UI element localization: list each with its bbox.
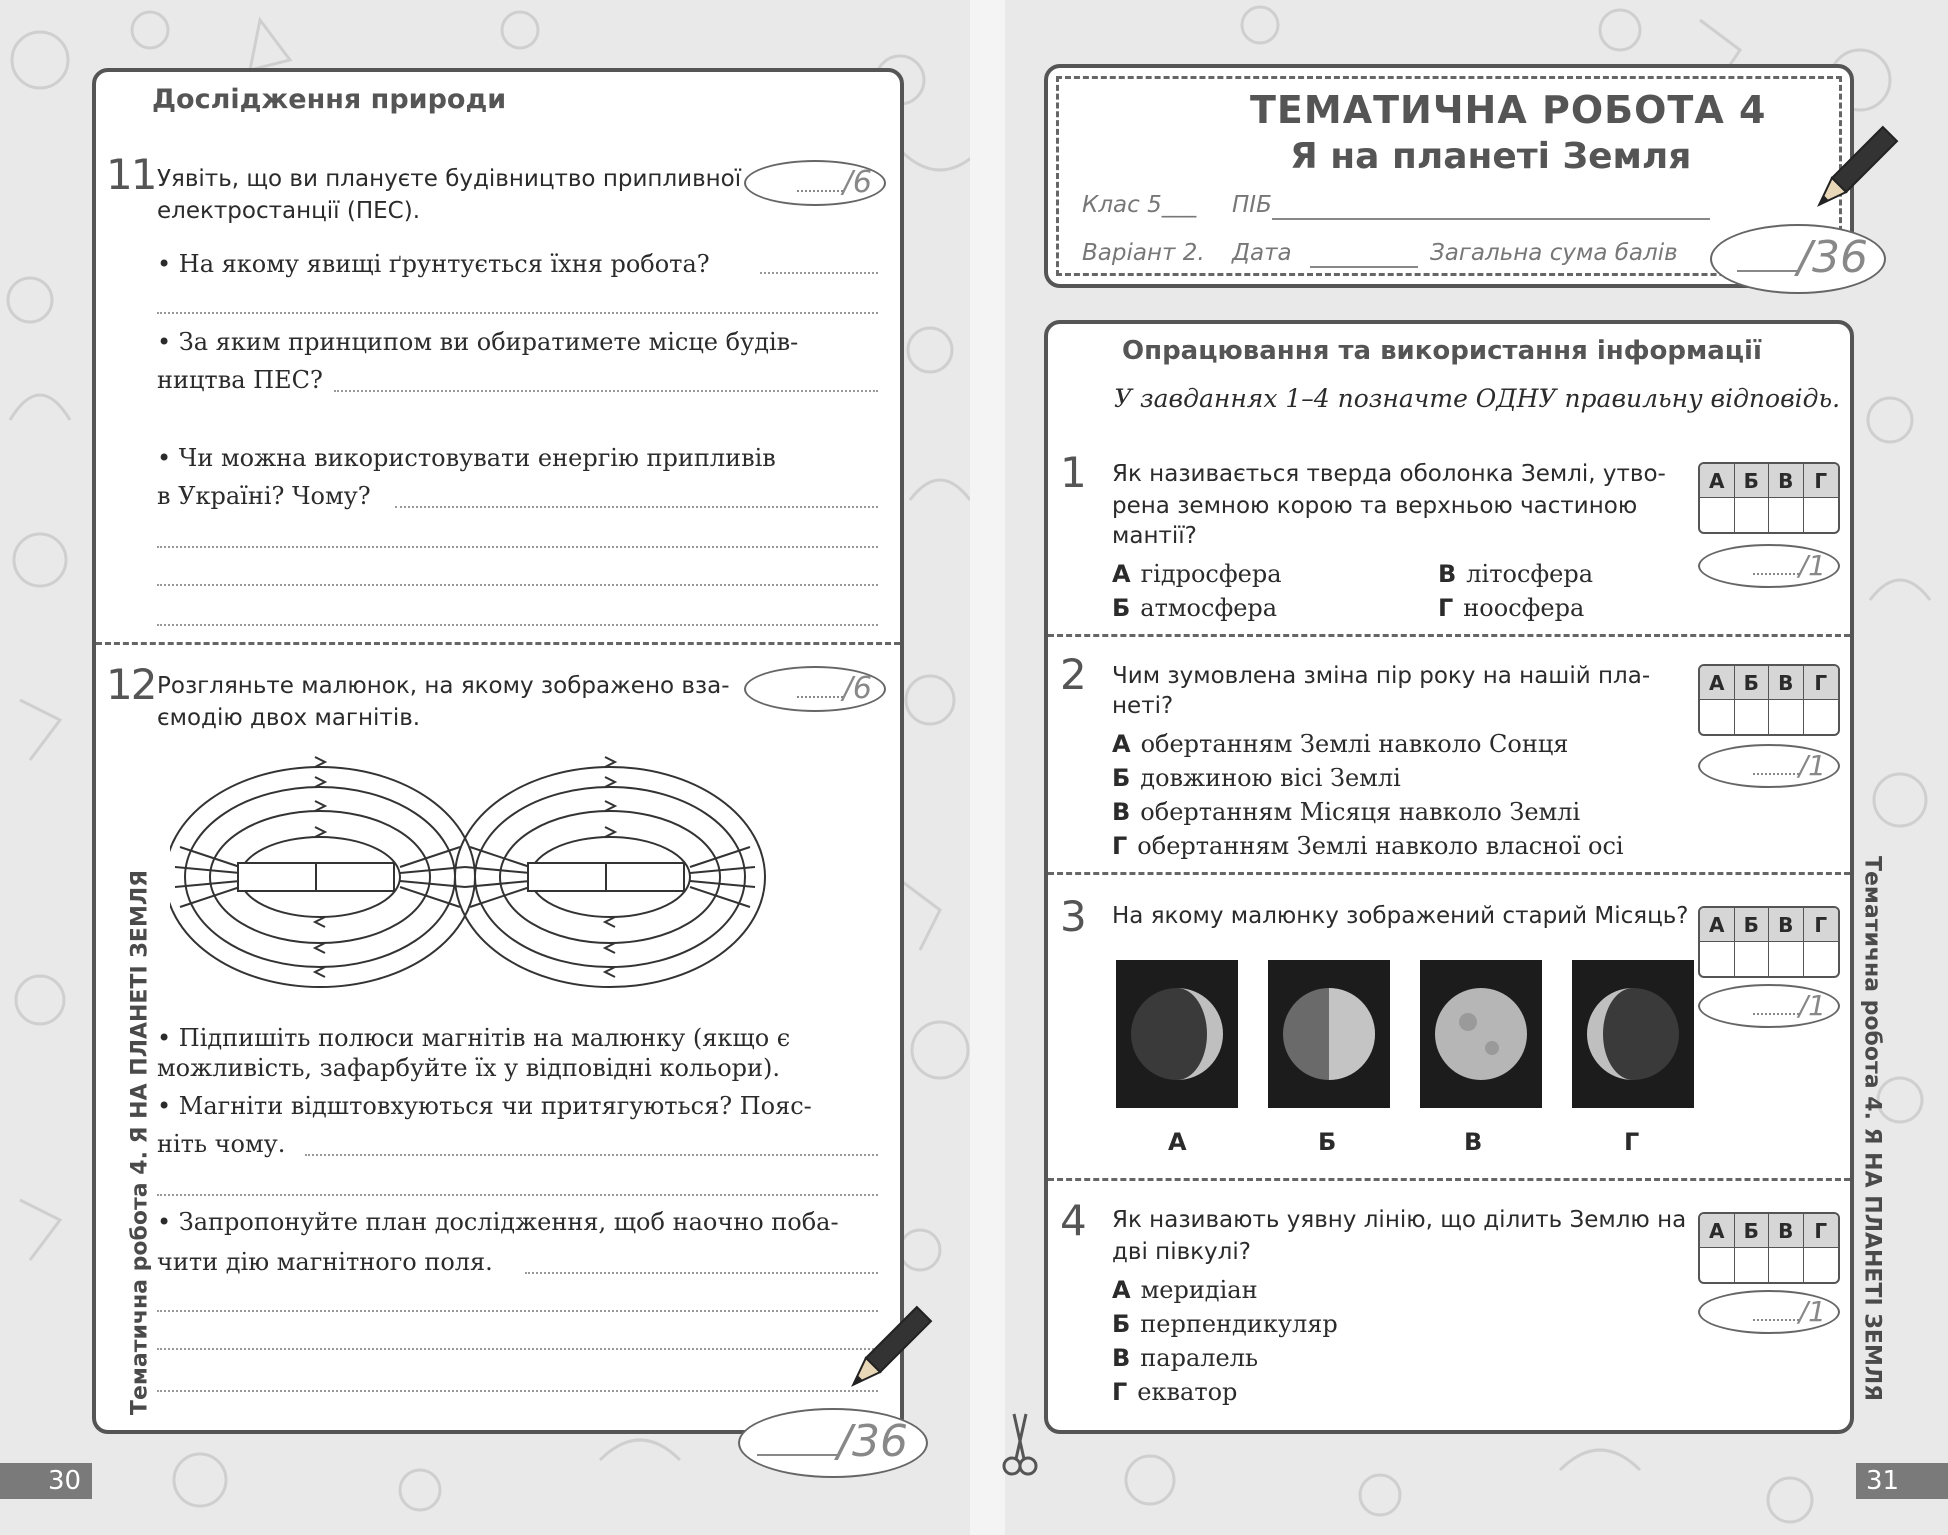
answer-line[interactable] <box>157 546 878 548</box>
bullet-text: • Чи можна використовувати енергію припливів <box>157 444 776 472</box>
score-total: /6 <box>842 165 872 200</box>
grid-letter: А <box>1700 666 1735 700</box>
answer-line[interactable] <box>760 272 878 274</box>
moon-phase-image-c[interactable] <box>1420 960 1542 1108</box>
answer-line[interactable] <box>157 1310 878 1312</box>
option-text: паралель <box>1140 1344 1259 1372</box>
scissors-icon <box>1000 1410 1040 1480</box>
option-letter: А <box>1112 730 1131 758</box>
option-text: літосфера <box>1466 560 1594 588</box>
question-number: 12 <box>106 660 156 709</box>
score-total: /1 <box>1798 1295 1826 1328</box>
variant-label: Варіант 2. <box>1082 240 1205 266</box>
answer-line[interactable] <box>157 1348 878 1350</box>
grid-letter: В <box>1769 666 1804 700</box>
option-letter: Б <box>1112 1310 1131 1338</box>
grid-cell[interactable] <box>1769 700 1804 734</box>
option-letter: Б <box>1112 594 1131 622</box>
date-label: Дата <box>1232 240 1292 266</box>
option-letter: Г <box>1438 594 1454 622</box>
bullet-text: • Магніти відштовхуються чи притягуються? Пояс- <box>157 1092 812 1120</box>
answer-option[interactable] <box>1112 830 1624 862</box>
date-field[interactable] <box>1310 266 1418 268</box>
question-text: На якому малюнку зображений старий Місяць? <box>1112 903 1689 929</box>
bullet-text: • Запропонуйте план дослідження, щоб наочно поба- <box>157 1208 839 1236</box>
cut-line-separator <box>96 642 900 645</box>
bullet-text: ніть чому. <box>157 1130 286 1158</box>
answer-grid[interactable] <box>1698 462 1840 534</box>
moon-phase-image-a[interactable] <box>1116 960 1238 1108</box>
left-vertical-title: Тематична робота 4. Я НА ПЛАНЕТІ ЗЕМЛЯ <box>127 869 153 1416</box>
answer-grid[interactable] <box>1698 906 1840 978</box>
question-text: ємодію двох магнітів. <box>157 705 421 731</box>
page-number-left <box>0 1463 92 1499</box>
pencil-icon <box>830 1298 940 1408</box>
instruction: У завданнях 1–4 позначте ОДНУ правильну відповідь. <box>1114 384 1841 413</box>
bullet-text: чити дію магнітного поля. <box>157 1248 493 1276</box>
page-number: 31 <box>1866 1466 1900 1496</box>
bullet-text: • Підпишіть полюси магнітів на малюнку (якщо є <box>157 1024 791 1052</box>
answer-line[interactable] <box>525 1272 878 1274</box>
bullet-text: в Україні? Чому? <box>157 482 371 510</box>
question-score-oval[interactable] <box>1698 1290 1840 1334</box>
grid-cell[interactable] <box>1769 942 1804 976</box>
question-text: Як називається тверда оболонка Землі, утво- <box>1112 461 1666 487</box>
option-text: обертанням Землі навколо власної осі <box>1137 832 1624 860</box>
option-letter: Г <box>1112 1378 1128 1406</box>
grid-letter: Г <box>1804 1214 1839 1248</box>
question-text: рена земною корою та верхньою частиною <box>1112 493 1638 519</box>
image-label: А <box>1168 1128 1187 1156</box>
answer-option[interactable] <box>1112 1342 1258 1374</box>
total-score-oval[interactable] <box>738 1408 928 1478</box>
answer-option[interactable] <box>1112 592 1277 624</box>
option-text: ноосфера <box>1463 594 1585 622</box>
name-label: ПІБ <box>1232 192 1272 218</box>
bullet-text: • На якому явищі ґрунтується їхня робота? <box>157 250 710 278</box>
question-number: 11 <box>106 150 156 199</box>
answer-option[interactable] <box>1112 1274 1258 1306</box>
question-number: 3 <box>1060 892 1085 941</box>
question-number: 1 <box>1060 448 1085 497</box>
option-letter: В <box>1112 1344 1131 1372</box>
answer-line[interactable] <box>157 584 878 586</box>
moon-phase-image-d[interactable] <box>1572 960 1694 1108</box>
question-score-oval[interactable] <box>1698 984 1840 1028</box>
section-title: Дослідження природи <box>152 84 507 115</box>
bullet-text: • За яким принципом ви обиратимете місце будів- <box>157 328 799 356</box>
cut-line-separator <box>1048 634 1850 637</box>
grid-letter: Г <box>1804 666 1839 700</box>
page-number-right <box>1856 1463 1948 1499</box>
grid-cell[interactable] <box>1804 700 1839 734</box>
image-label: Б <box>1318 1128 1337 1156</box>
grid-cell[interactable] <box>1700 700 1735 734</box>
total-label: Загальна сума балів <box>1430 240 1678 266</box>
grid-cell[interactable] <box>1735 498 1770 532</box>
option-letter: А <box>1112 560 1131 588</box>
answer-option[interactable] <box>1438 558 1593 590</box>
answer-line[interactable] <box>157 312 878 314</box>
score-total: /6 <box>842 671 872 706</box>
total-score: /36 <box>1797 232 1868 283</box>
option-text: обертанням Землі навколо Сонця <box>1140 730 1569 758</box>
question-text: Чим зумовлена зміна пір року на нашій пла- <box>1112 663 1651 689</box>
option-text: гідросфера <box>1140 560 1282 588</box>
page-number: 30 <box>48 1466 82 1496</box>
grid-cell[interactable] <box>1735 700 1770 734</box>
bullet-text: можливість, зафарбуйте їх у відповідні кольори). <box>157 1054 781 1082</box>
answer-line[interactable] <box>157 1390 878 1392</box>
cut-line-separator <box>1048 872 1850 875</box>
bullet-text: ництва ПЕС? <box>157 366 323 394</box>
option-text: атмосфера <box>1140 594 1278 622</box>
grid-cell[interactable] <box>1804 942 1839 976</box>
question-text: неті? <box>1112 693 1174 719</box>
grid-letter: Б <box>1735 666 1770 700</box>
option-letter: А <box>1112 1276 1131 1304</box>
grid-letter: Б <box>1735 908 1770 942</box>
answer-option[interactable] <box>1112 1308 1338 1340</box>
grid-letter: В <box>1769 908 1804 942</box>
option-text: довжиною вісі Землі <box>1140 764 1401 792</box>
name-field[interactable] <box>1272 218 1710 220</box>
option-text: перпендикуляр <box>1140 1310 1338 1338</box>
answer-option[interactable] <box>1112 762 1401 794</box>
grid-letter: Б <box>1735 1214 1770 1248</box>
answer-option[interactable] <box>1438 592 1584 624</box>
score-total: /1 <box>1798 749 1826 782</box>
book-spine <box>970 0 1005 1535</box>
work-title: ТЕМАТИЧНА РОБОТА 4 <box>1250 88 1767 132</box>
class-label: Клас 5___ <box>1082 192 1197 218</box>
grid-cell[interactable] <box>1769 498 1804 532</box>
answer-option[interactable] <box>1112 728 1568 760</box>
grid-cell[interactable] <box>1735 1248 1770 1282</box>
image-label: Г <box>1624 1128 1640 1156</box>
work-subtitle: Я на планеті Земля <box>1290 136 1692 177</box>
grid-letter: Г <box>1804 464 1839 498</box>
question-text: електростанції (ПЕС). <box>157 198 421 224</box>
answer-line[interactable] <box>395 506 878 508</box>
question-text: Розгляньте малюнок, на якому зображено вза- <box>157 673 730 699</box>
grid-cell[interactable] <box>1700 942 1735 976</box>
grid-cell[interactable] <box>1700 498 1735 532</box>
right-vertical-title: Тематична робота 4. Я НА ПЛАНЕТІ ЗЕМЛЯ <box>1859 855 1885 1402</box>
question-score-oval[interactable] <box>744 666 886 712</box>
grid-letter: А <box>1700 908 1735 942</box>
moon-phase-image-b[interactable] <box>1268 960 1390 1108</box>
answer-grid[interactable] <box>1698 1212 1840 1284</box>
option-letter: Г <box>1112 832 1128 860</box>
question-score-oval[interactable] <box>1698 744 1840 788</box>
total-score-oval[interactable] <box>1710 224 1886 294</box>
total-score: /36 <box>837 1416 908 1467</box>
option-text: екватор <box>1137 1378 1238 1406</box>
answer-line[interactable] <box>334 390 878 392</box>
grid-letter: Б <box>1735 464 1770 498</box>
option-letter: В <box>1112 798 1131 826</box>
grid-cell[interactable] <box>1804 1248 1839 1282</box>
magnets-field-illustration <box>170 755 770 995</box>
option-letter: В <box>1438 560 1457 588</box>
answer-option[interactable] <box>1112 558 1282 590</box>
grid-cell[interactable] <box>1804 498 1839 532</box>
grid-cell[interactable] <box>1735 942 1770 976</box>
question-number: 2 <box>1060 650 1085 699</box>
section-title: Опрацювання та використання інформації <box>1122 336 1762 366</box>
question-text: дві півкулі? <box>1112 1239 1251 1265</box>
question-score-oval[interactable] <box>1698 544 1840 588</box>
answer-option[interactable] <box>1112 1376 1237 1408</box>
grid-cell[interactable] <box>1769 1248 1804 1282</box>
grid-letter: В <box>1769 464 1804 498</box>
question-text: Як називають уявну лінію, що ділить Землю на <box>1112 1207 1687 1233</box>
image-label: В <box>1464 1128 1483 1156</box>
option-letter: Б <box>1112 764 1131 792</box>
grid-letter: А <box>1700 464 1735 498</box>
grid-cell[interactable] <box>1700 1248 1735 1282</box>
grid-letter: А <box>1700 1214 1735 1248</box>
question-score-oval[interactable] <box>744 160 886 206</box>
question-text: Уявіть, що ви плануєте будівництво припливної <box>157 166 742 192</box>
score-total: /1 <box>1798 989 1826 1022</box>
answer-grid[interactable] <box>1698 664 1840 736</box>
question-number: 4 <box>1060 1196 1085 1245</box>
question-text: мантії? <box>1112 523 1197 549</box>
cut-line-separator <box>1048 1178 1850 1181</box>
grid-letter: Г <box>1804 908 1839 942</box>
option-text: обертанням Місяця навколо Землі <box>1140 798 1581 826</box>
answer-option[interactable] <box>1112 796 1580 828</box>
answer-line[interactable] <box>157 1194 878 1196</box>
answer-line[interactable] <box>305 1154 878 1156</box>
grid-letter: В <box>1769 1214 1804 1248</box>
answer-line[interactable] <box>157 624 878 626</box>
option-text: меридіан <box>1140 1276 1258 1304</box>
score-total: /1 <box>1798 549 1826 582</box>
pencil-icon <box>1796 118 1906 228</box>
